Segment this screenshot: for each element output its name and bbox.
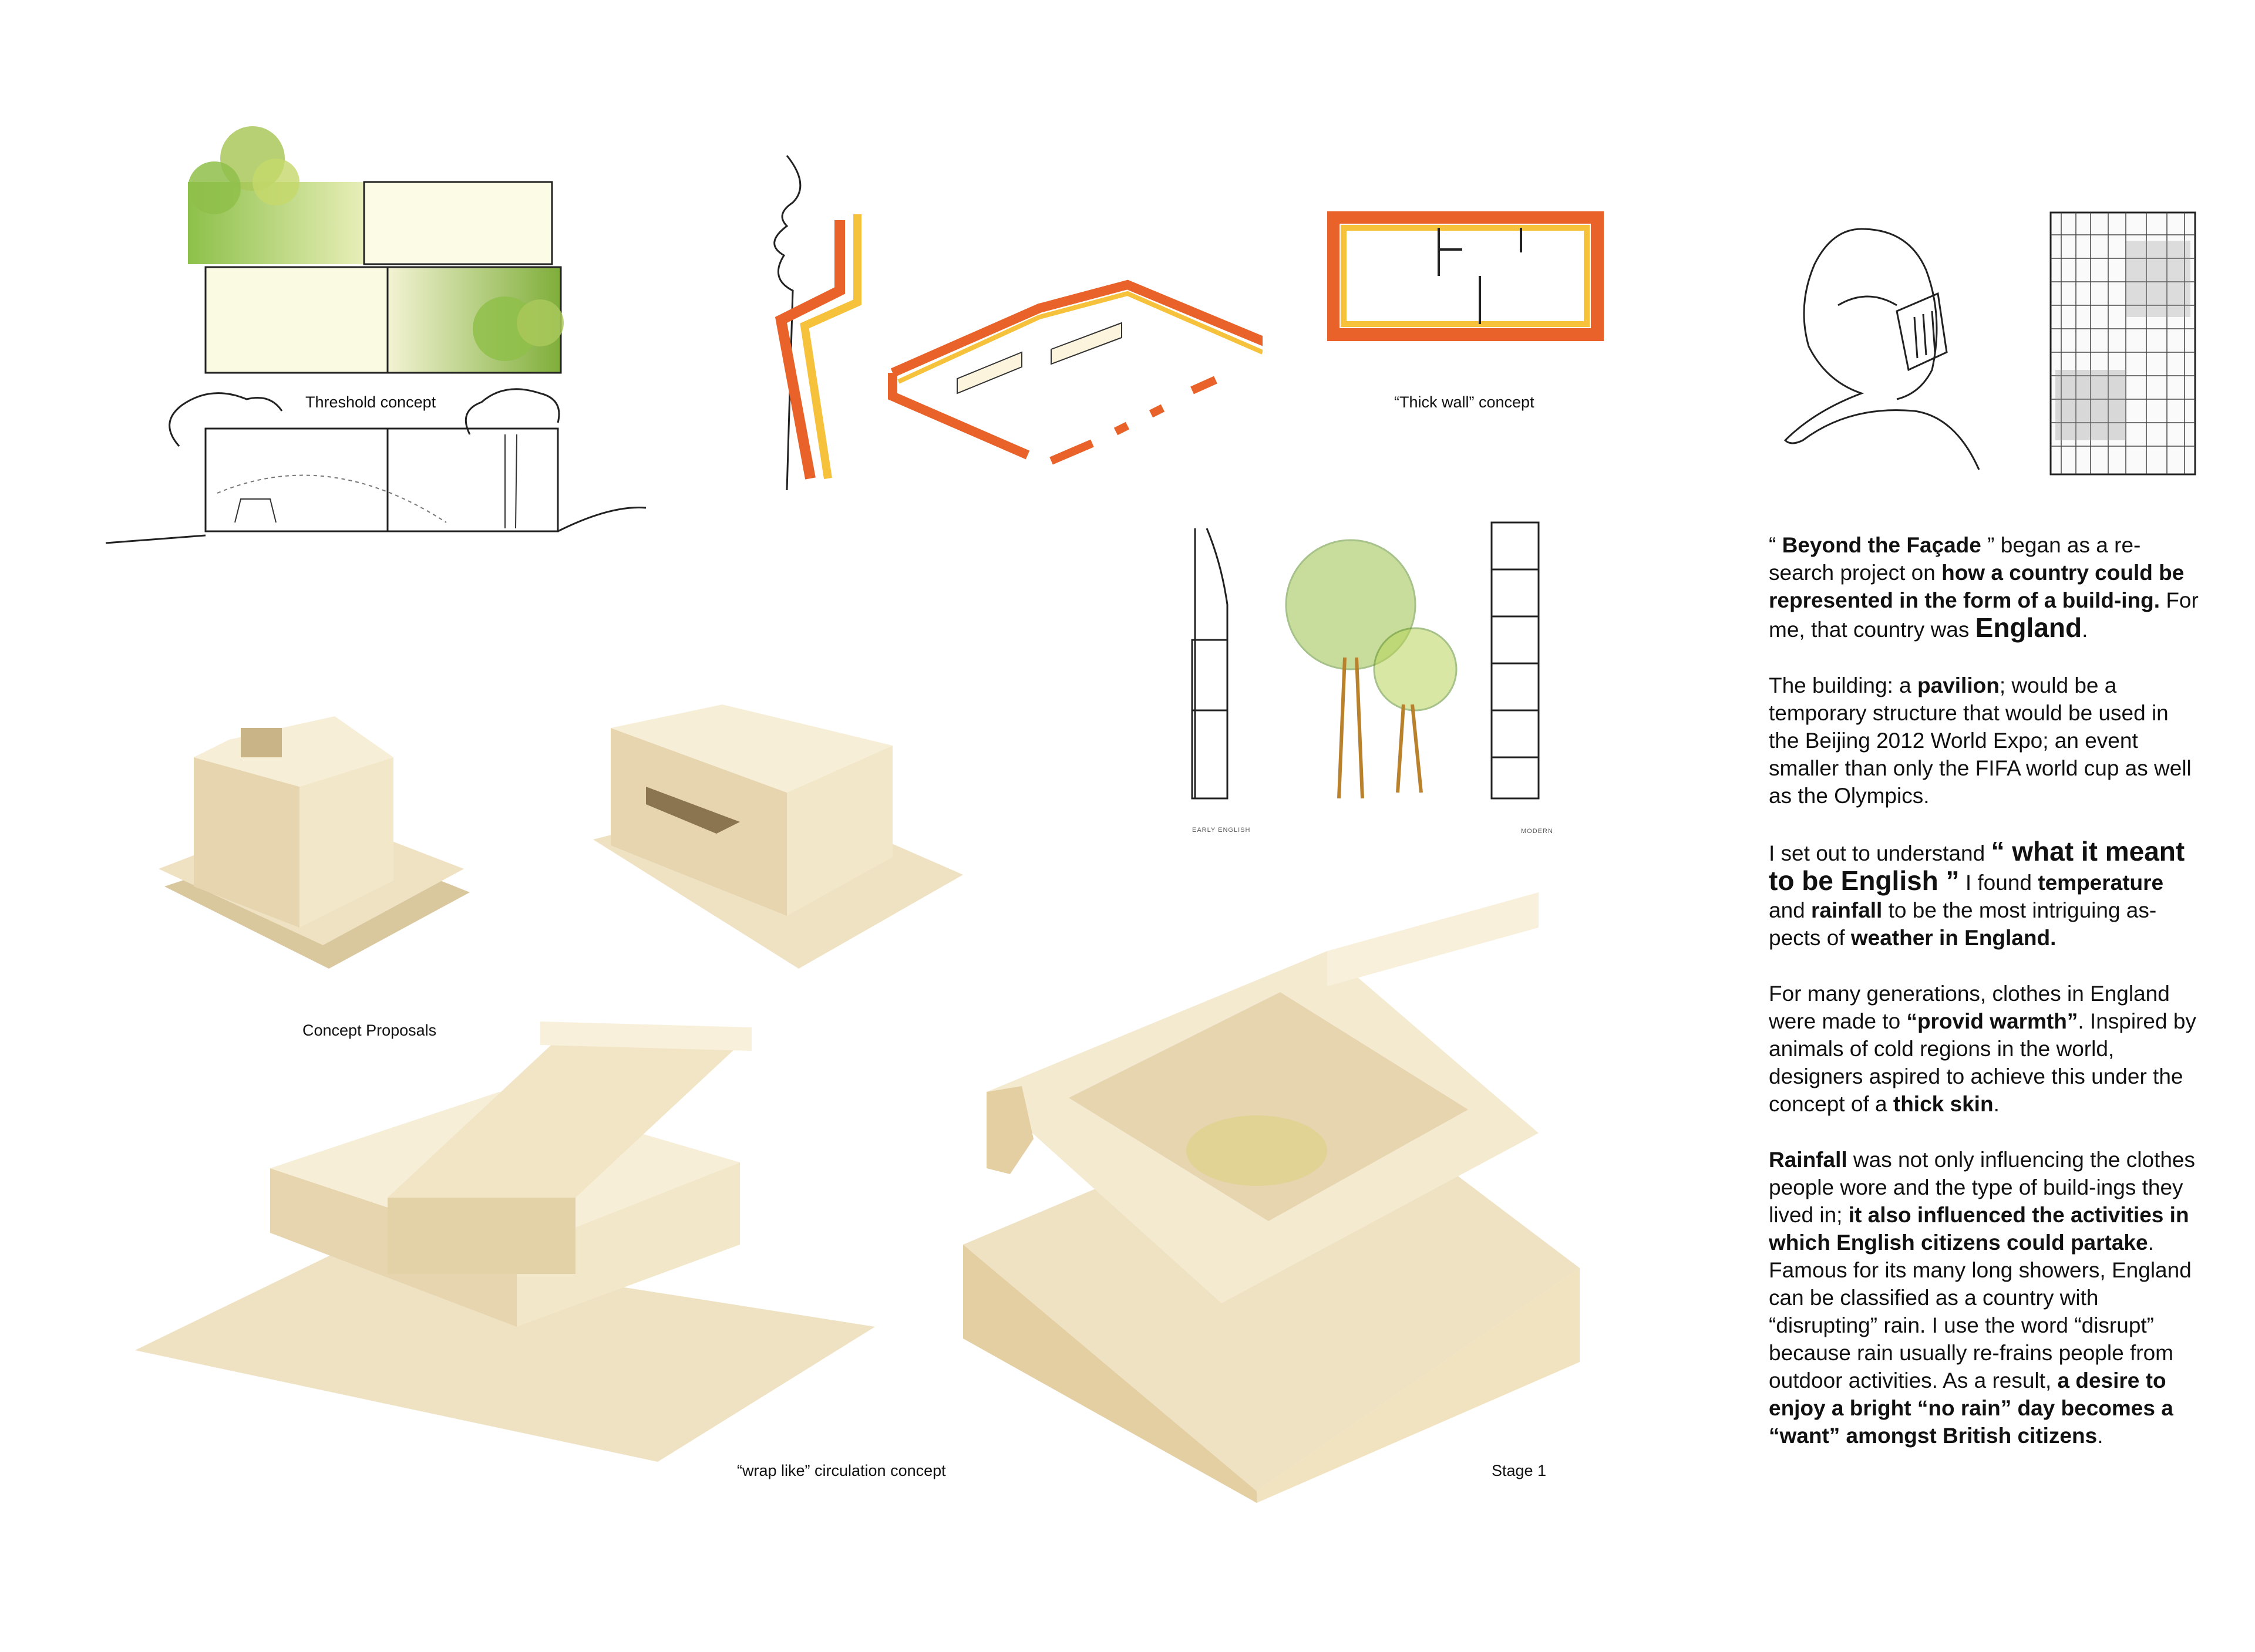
article-text	[1769, 531, 2203, 1478]
article-run: ; would be a temporary structure that would be used in the Beijing 2012 World Expo; an event smaller than only the FIFA world cup as well as the Olympics.	[1769, 673, 2192, 808]
article-run: .	[1993, 1092, 2000, 1116]
article-paragraph-3	[1769, 838, 2203, 952]
caption-threshold-concept: Threshold concept	[305, 393, 436, 411]
article-run: .	[2082, 618, 2088, 642]
concept-model-2-photo	[575, 693, 975, 986]
article-run: how a country could be represented in the form of a build-ing.	[1769, 561, 2185, 612]
article-paragraph-5	[1769, 1146, 2203, 1449]
caption-thick-wall-concept: “Thick wall” concept	[1394, 393, 1534, 411]
article-run: pavilion	[1917, 673, 2000, 697]
article-run: to be the most intriguing as-pects of	[1769, 898, 2157, 950]
article-run: ” began as a re-search project on	[1769, 533, 2141, 585]
article-run: .	[2097, 1424, 2103, 1448]
article-run: and	[1769, 898, 1812, 922]
article-run: temperature	[2038, 871, 2164, 895]
caption-concept-proposals: Concept Proposals	[302, 1021, 437, 1039]
article-run: a desire to enjoy a bright “no rain” day becomes a “want” amongst British citizens	[1769, 1368, 2173, 1448]
wrap-like-model-photo	[117, 998, 881, 1479]
grid-texture-sketch	[2049, 211, 2196, 476]
thick-wall-plan-sketch	[1327, 211, 1609, 346]
caption-stage-1: Stage 1	[1492, 1462, 1547, 1479]
article-run: was not only influencing the clothes people wore and the type of build-ings they lived in;	[1769, 1148, 2196, 1227]
article-paragraph-2	[1769, 672, 2203, 810]
article-run: The building: a	[1769, 673, 1918, 697]
article-run: rainfall	[1811, 898, 1883, 922]
knight-helmet-sketch	[1779, 217, 1991, 476]
article-run: For me, that country was	[1769, 588, 2199, 642]
article-run: . Inspired by animals of cold regions in the world, designers aspired to achieve this under the concept of a	[1769, 1009, 2196, 1116]
article-run: I set out to understand	[1769, 841, 1991, 865]
article-run: I found	[1959, 871, 2038, 895]
stage1-model-photo	[951, 892, 1597, 1503]
article-run: “ what it meant to be English ”	[1769, 836, 2185, 896]
folding-wall-sketch	[746, 150, 1263, 514]
article-run: England	[1975, 612, 2082, 643]
caption-modern: MODERN	[1521, 828, 1553, 835]
threshold-concept-sketch	[94, 117, 658, 552]
article-run: “	[1769, 533, 1782, 557]
article-paragraph-4	[1769, 980, 2203, 1118]
article-run: For many generations, clothes in England were made to	[1769, 982, 2170, 1033]
article-run: it also influenced the activities in which English citizens could partake	[1769, 1203, 2189, 1255]
early-english-modern-sketch	[1180, 517, 1603, 845]
article-run: weather in England.	[1850, 926, 2057, 950]
article-run: Beyond the Façade	[1782, 533, 1981, 557]
article-paragraph-1	[1769, 531, 2203, 643]
caption-early-english: EARLY ENGLISH	[1192, 827, 1251, 834]
article-run: . Famous for its many long showers, England can be classified as a country with “disrupting” rain. I use the word “disrupt” because rain usually re-frains people from outdoor activities. As a result,	[1769, 1230, 2192, 1393]
article-run: Rainfall	[1769, 1148, 1847, 1172]
article-run: thick skin	[1893, 1092, 1994, 1116]
concept-model-1-photo	[65, 693, 476, 998]
article-run: “provid warmth”	[1906, 1009, 2078, 1033]
caption-wrap-like-circulation: “wrap like” circulation concept	[737, 1462, 946, 1479]
